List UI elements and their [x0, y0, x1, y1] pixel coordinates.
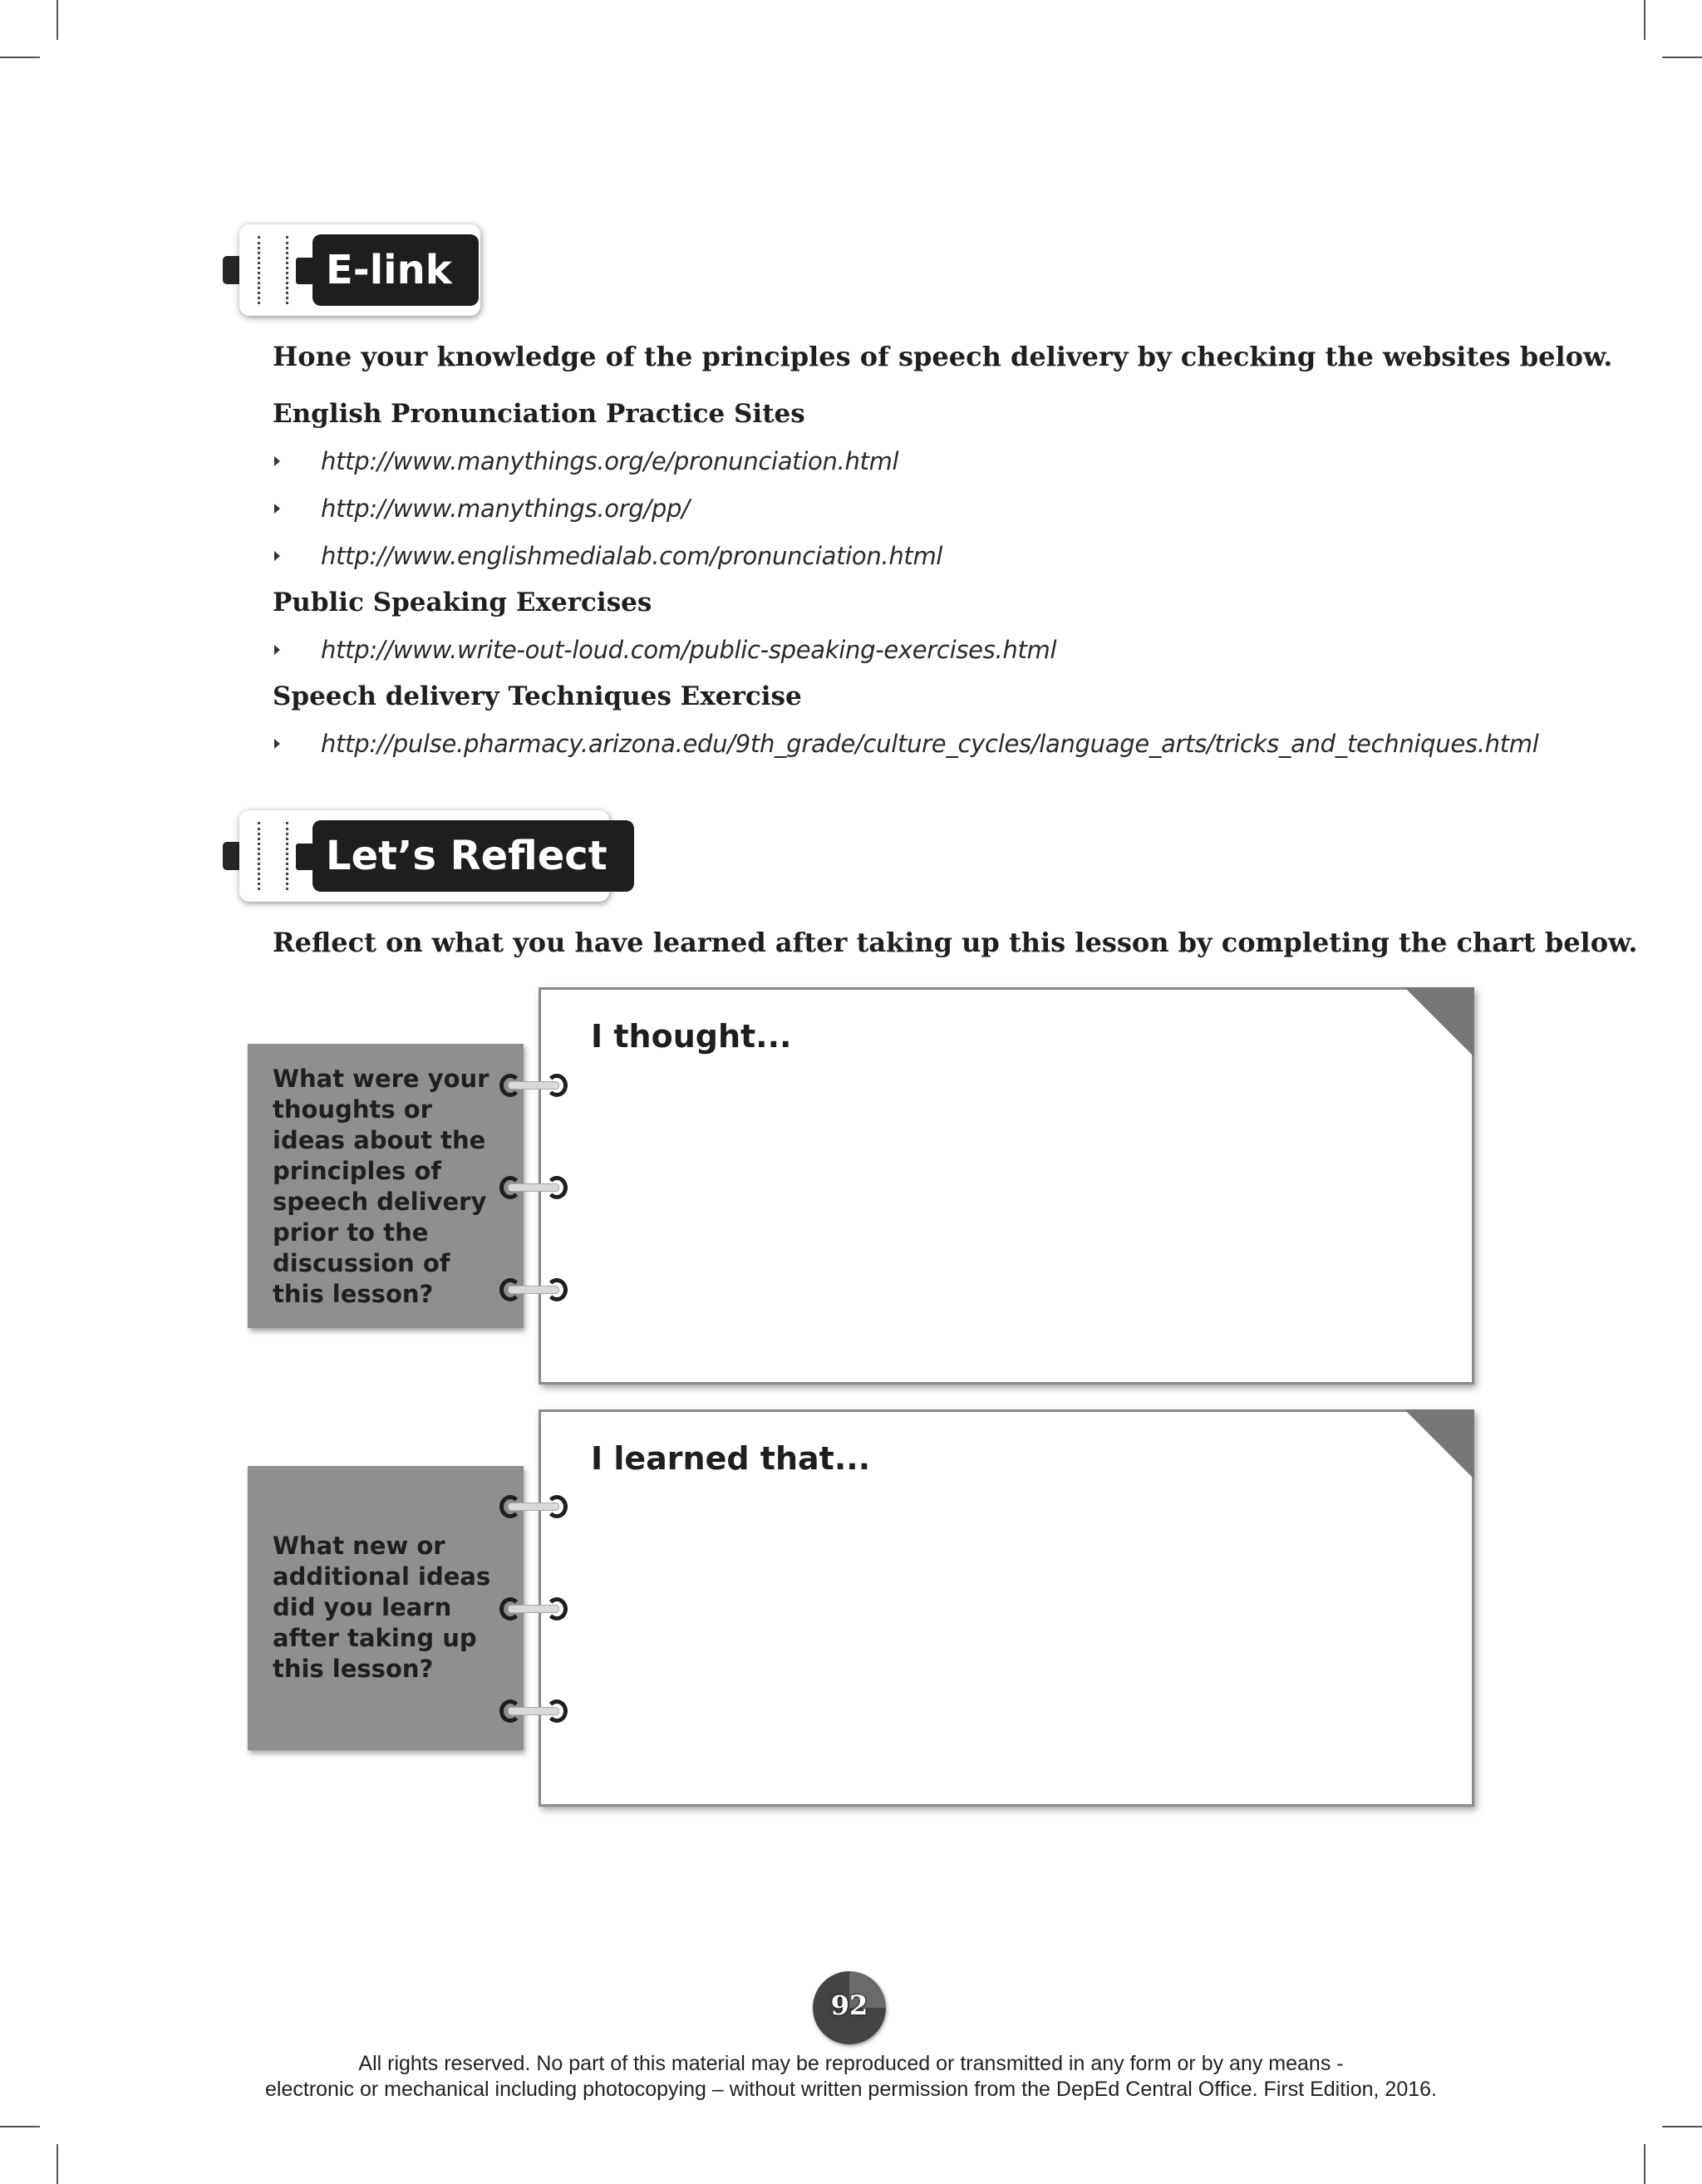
crop-mark [1662, 57, 1702, 58]
binder-ring-icon [501, 1596, 568, 1621]
copyright-line: All rights reserved. No part of this material may be reproduced or transmitted in any form or by any means - [358, 2052, 1344, 2075]
crop-mark [0, 2126, 40, 2127]
card-title: I learned that... [591, 1440, 871, 1477]
card-title: I thought... [591, 1018, 792, 1055]
group-heading: Public Speaking Exercises [273, 588, 652, 617]
crop-mark [57, 0, 58, 40]
reflection-question: What were your thoughts or ideas about the principles of speech delivery prior to the discussion of this lesson? [248, 1044, 524, 1328]
crop-mark [1644, 0, 1645, 40]
reflection-answer-card[interactable] [539, 1409, 1474, 1807]
website-link[interactable]: http://www.manythings.org/e/pronunciation.html [321, 447, 899, 475]
crop-mark [0, 57, 40, 58]
binder-ring-icon [501, 1698, 568, 1723]
crop-mark [1644, 2144, 1645, 2184]
crop-mark [1662, 2126, 1702, 2127]
binder-ring-icon [501, 1493, 568, 1518]
bullet-icon [274, 739, 280, 749]
page-number: 92 [813, 1971, 886, 2044]
tag-card [239, 810, 609, 902]
reflection-question: What new or additional ideas did you learn after taking up this lesson? [248, 1466, 524, 1750]
group-heading: English Pronunciation Practice Sites [273, 399, 805, 429]
group-heading: Speech delivery Techniques Exercise [273, 681, 802, 711]
section-title: Let’s Reflect [312, 820, 634, 892]
website-link[interactable]: http://pulse.pharmacy.arizona.edu/9th_grade/culture_cycles/language_arts/tricks_and_techniques.html [321, 730, 1539, 758]
binder-ring-icon [501, 1276, 568, 1301]
bullet-icon [274, 645, 280, 655]
folded-corner [1404, 987, 1474, 1057]
tag-card [239, 224, 480, 316]
website-link[interactable]: http://www.write-out-loud.com/public-speaking-exercises.html [321, 636, 1057, 664]
bullet-icon [274, 551, 280, 561]
reflection-answer-card[interactable] [539, 987, 1474, 1385]
bullet-icon [274, 504, 280, 514]
crop-mark [57, 2144, 58, 2184]
binder-ring-icon [501, 1174, 568, 1199]
bullet-icon [274, 456, 280, 466]
website-link[interactable]: http://www.englishmedialab.com/pronunciation.html [321, 542, 943, 570]
section-title: E-link [312, 234, 479, 306]
binder-ring-icon [501, 1072, 568, 1097]
copyright-line: electronic or mechanical including photocopying – without written permission from the DepEd Central Office. First Edition, 2016. [265, 2078, 1437, 2101]
website-link[interactable]: http://www.manythings.org/pp/ [321, 494, 690, 523]
elink-intro: Hone your knowledge of the principles of speech delivery by checking the websites below. [273, 341, 1613, 372]
folded-corner [1404, 1409, 1474, 1479]
reflect-intro: Reflect on what you have learned after taking up this lesson by completing the chart below. [273, 927, 1638, 958]
